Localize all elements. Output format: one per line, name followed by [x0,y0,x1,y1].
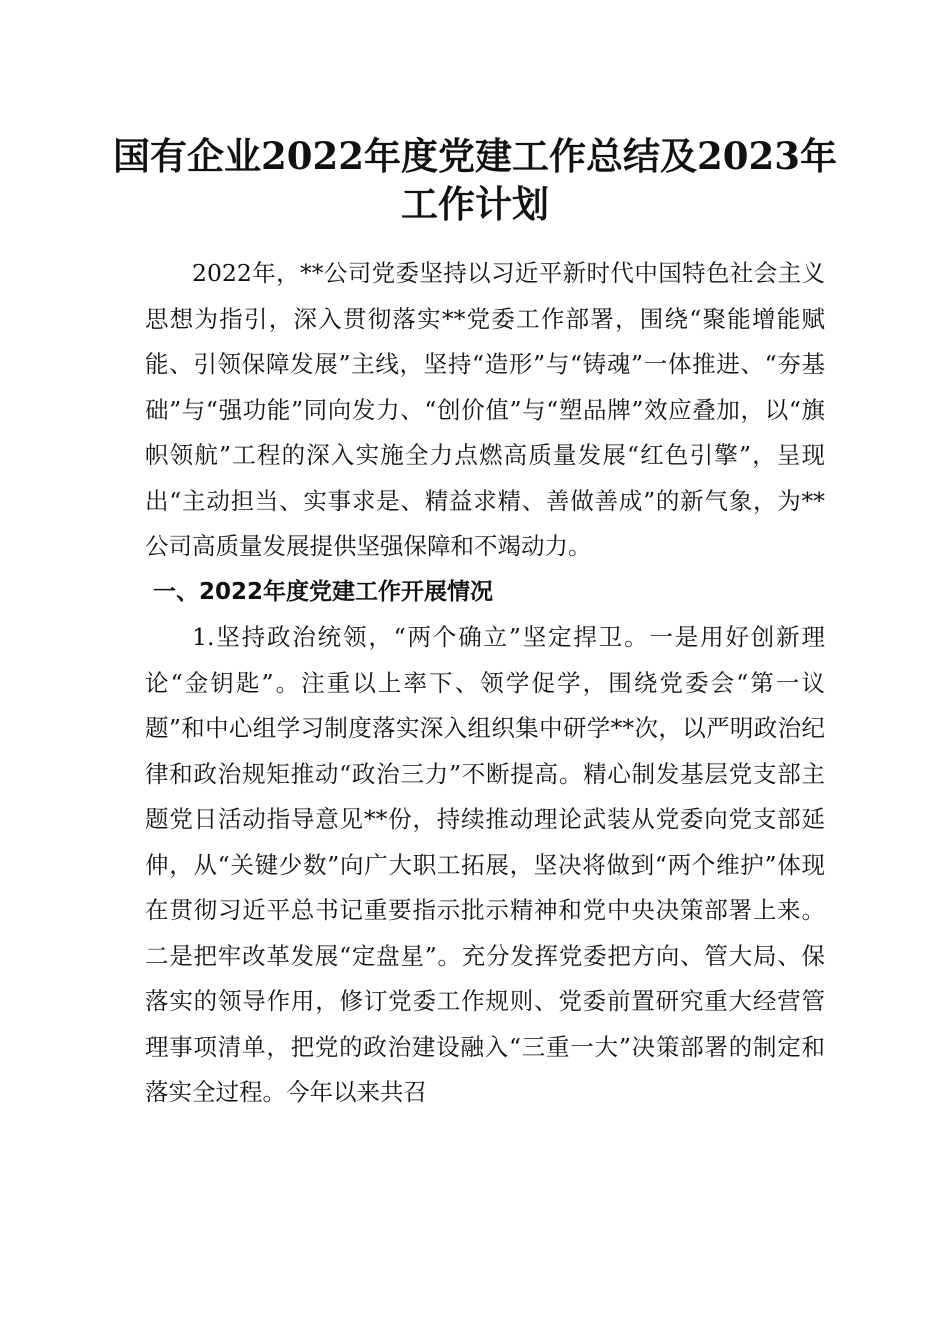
section-paragraph: 1.坚持政治统领，“两个确立”坚定捍卫。一是用好创新理论“金钥匙”。注重以上率下、领学促学，围绕党委会“第一议题”和中心组学习制度落实深入组织集中研学**次，以严明政治纪律和政治规矩推动“政治三力”不断提高。精心制发基层党支部主题党日活动指导意见**份，持续推动理论武装从党委向党支部延伸，从“关键少数”向广大职工拓展，坚决将做到“两个维护”体现在贯彻习近平总书记重要指示批示精神和党中央决策部署上来。二是把牢改革发展“定盘星”。充分发挥党委把方向、管大局、保落实的领导作用，修订党委工作规则、党委前置研究重大经营管理事项清单，把党的政治建设融入“三重一大”决策部署的制定和落实全过程。今年以来共召 [145,623,825,1106]
section-heading: 一、2022年度党建工作开展情况 [153,578,494,605]
intro-paragraph: 2022年，**公司党委坚持以习近平新时代中国特色社会主义思想为指引，深入贯彻落实**党委工作部署，围绕“聚能增能赋能、引领保障发展”主线，坚持“造形”与“铸魂”一体推进、“夯基础”与“强功能”同向发力、“创价值”与“塑品牌”效应叠加，以“旗帜领航”工程的深入实施全力点燃高质量发展“红色引擎”，呈现出“主动担当、实事求是、精益求精、善做善成”的新气象，为**公司高质量发展提供坚强保障和不竭动力。 [145,259,825,560]
document-title: 国有企业2022年度党建工作总结及2023年工作计划 [113,134,837,226]
document-body [145,251,825,1116]
